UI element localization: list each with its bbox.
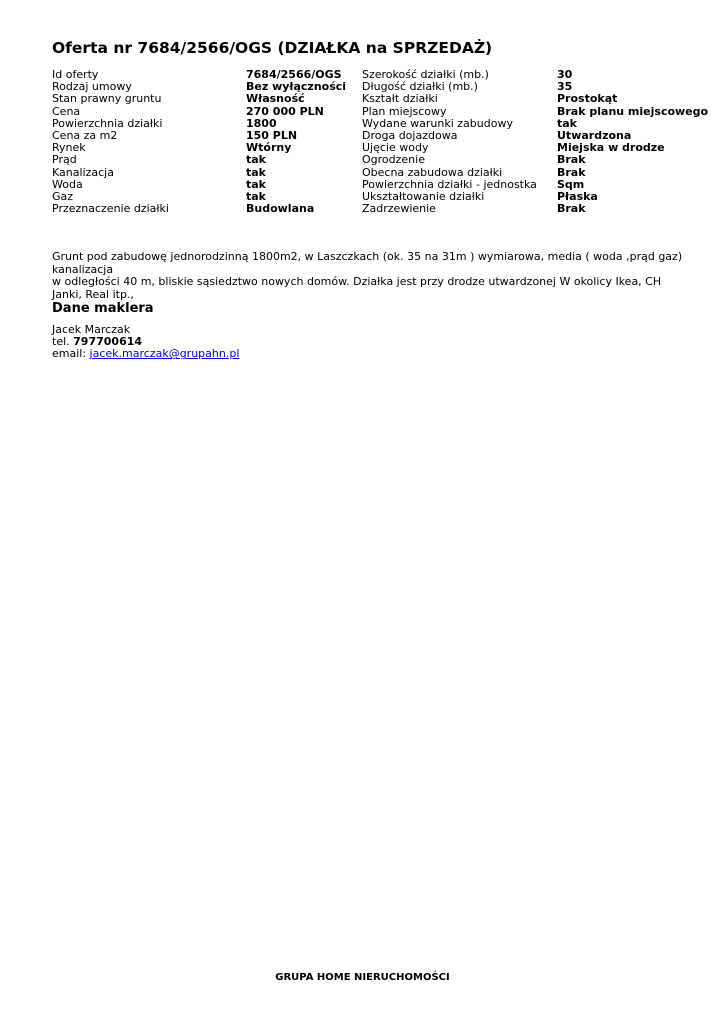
detail-value: 7684/2566/OGS: [246, 68, 342, 81]
detail-value: Bez wyłączności: [246, 80, 347, 94]
agent-email-row: [52, 348, 239, 360]
agent-phone-label: tel.: [52, 335, 70, 349]
detail-label: Przeznaczenie działki: [52, 202, 169, 216]
detail-value: 30: [557, 68, 573, 81]
detail-value: Miejska w drodze: [557, 141, 665, 155]
detail-label: Długość działki (mb.): [362, 80, 478, 94]
detail-value: Brak planu miejscowego: [557, 104, 709, 118]
agent-heading: Dane maklera: [52, 301, 154, 316]
description-line: w odległości 40 m, bliskie sąsiedztwo nowych domów. Działka jest przy drodze utwardzonej W okolicy Ikea, CH Janki, Real itp.,: [52, 275, 662, 301]
detail-label: Ogrodzenie: [362, 153, 425, 167]
detail-value: Brak: [557, 165, 586, 179]
agent-email-label: email:: [52, 347, 87, 361]
detail-value: Wtórny: [246, 141, 292, 155]
detail-value: Prostokąt: [557, 92, 618, 106]
detail-value: Budowlana: [246, 202, 315, 216]
detail-value: Płaska: [557, 189, 598, 203]
detail-label: Gaz: [52, 189, 74, 203]
detail-label: Stan prawny gruntu: [52, 92, 162, 106]
offer-description: [52, 251, 692, 301]
detail-label: Ujęcie wody: [362, 141, 429, 155]
offer-title: Oferta nr 7684/2566/OGS (DZIAŁKA na SPRZEDAŻ): [52, 39, 493, 57]
detail-value: tak: [557, 116, 577, 130]
offer-details-table: [52, 69, 722, 215]
detail-label: Powierzchnia działki - jednostka: [362, 177, 537, 191]
footer-company-name: GRUPA HOME NIERUCHOMOŚCI: [275, 972, 450, 983]
detail-value: 1800: [246, 116, 277, 130]
detail-label: Id oferty: [52, 68, 99, 81]
agent-email-link[interactable]: jacek.marczak@grupahn.pl: [89, 347, 240, 361]
detail-value: Brak: [557, 202, 586, 216]
detail-label: Szerokość działki (mb.): [362, 68, 489, 81]
detail-value: Utwardzona: [557, 128, 632, 142]
detail-value: tak: [246, 165, 266, 179]
detail-label: Cena za m2: [52, 128, 118, 142]
detail-label: Rodzaj umowy: [52, 80, 132, 94]
detail-label: Droga dojazdowa: [362, 128, 458, 142]
detail-row: [52, 93, 722, 105]
detail-row: [52, 203, 722, 215]
agent-name: Jacek Marczak: [52, 323, 131, 336]
detail-label: Rynek: [52, 141, 86, 155]
detail-value: tak: [246, 153, 266, 167]
detail-value: Brak: [557, 153, 586, 167]
detail-label: Kanalizacja: [52, 165, 114, 179]
detail-value: tak: [246, 189, 266, 203]
detail-label: Woda: [52, 177, 83, 191]
detail-label: Zadrzewienie: [362, 202, 436, 216]
description-line: Grunt pod zabudowę jednorodzinną 1800m2, w Laszczkach (ok. 35 na 31m ) wymiarowa, media ( woda ,prąd gaz) kanalizacja: [52, 250, 683, 276]
detail-value: 270 000 PLN: [246, 104, 324, 118]
detail-value: Własność: [246, 92, 305, 106]
detail-row: [52, 106, 722, 118]
detail-label: Wydane warunki zabudowy: [362, 116, 513, 130]
detail-label: Cena: [52, 104, 81, 118]
detail-label: Prąd: [52, 153, 77, 167]
detail-row: [52, 167, 722, 179]
detail-value: tak: [246, 177, 266, 191]
agent-info: [52, 324, 239, 361]
detail-row: [52, 154, 722, 166]
detail-value: 35: [557, 80, 573, 94]
detail-value: 150 PLN: [246, 128, 298, 142]
detail-label: Obecna zabudowa działki: [362, 165, 503, 179]
detail-value: Sqm: [557, 177, 585, 191]
detail-label: Powierzchnia działki: [52, 116, 163, 130]
detail-label: Ukształtowanie działki: [362, 189, 485, 203]
detail-label: Plan miejscowy: [362, 104, 447, 118]
detail-label: Kształt działki: [362, 92, 438, 106]
agent-phone: 797700614: [73, 335, 143, 349]
